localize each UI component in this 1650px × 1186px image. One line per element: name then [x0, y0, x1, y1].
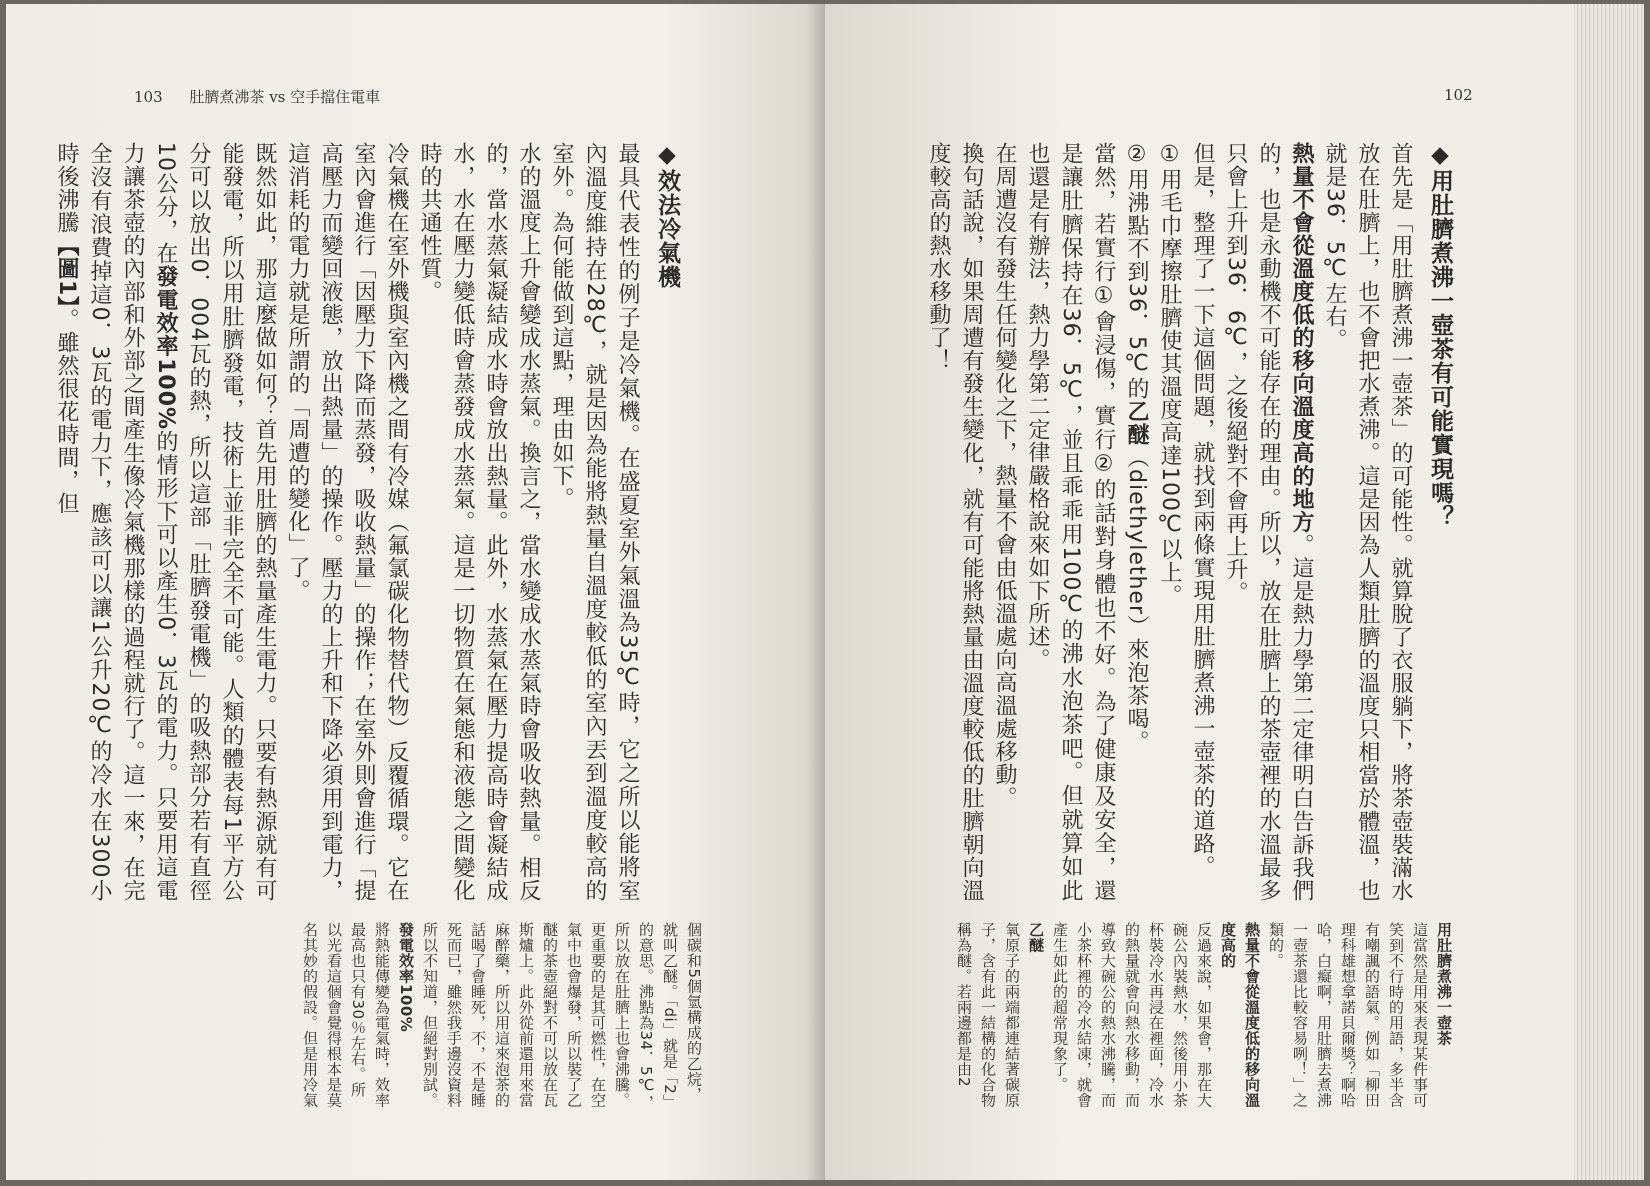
- figure-ref: 【圖1】: [54, 234, 79, 309]
- right-list-item-1: ①用毛巾摩擦肚臍使其溫度高達100℃以上。: [1157, 142, 1182, 607]
- right-paragraph-3: 但是，整理了一下這個問題，就找到兩條實現用肚臍煮沸一壺茶的道路。: [1190, 142, 1215, 878]
- right-section-heading: ◆用肚臍煮沸一壺茶有可能實現嗎？: [1427, 142, 1453, 529]
- right-paragraph-1: 首先是「用肚臍煮沸一壺茶」的可能性。就算脫了衣服躺下，將茶壺裝滿水放在肚臍上，也不會把水煮沸。這是因為人類肚臍的溫度只相當於體溫，也就是36．5℃左右。: [1322, 142, 1413, 902]
- right-main-text: [926, 142, 1456, 902]
- right-note-2-text: 反過來說，如果會，那在大碗公內裝熱水，然後用小茶杯裝冷水再浸在裡面，冷水的熱量就會向熱水移動，而導致大碗公的熱水沸騰，而小茶杯裡的冷水結凍，就會產生如此的超常現象了。: [1051, 922, 1213, 1108]
- left-note-2: [298, 922, 418, 1112]
- right-footnotes: [936, 922, 1456, 1112]
- right-paragraph-2: [1219, 142, 1318, 902]
- left-page: [6, 4, 825, 1180]
- left-paragraph-4-b: 的情形下可以產生0．3瓦的電力。只要用這電力讓茶壺的內部和外部之間產生像冷氣機那樣的過程就行了。這一來，在完全沒有浪費掉這0．3瓦的電力下，應該可以讓1公升20℃的冷水在300小時後沸騰: [54, 142, 178, 902]
- book-spread: [6, 4, 1644, 1180]
- right-note-3-text: 氧原子的兩端都連結著碳原子，含有此一結構的化合物稱為醚。若兩邊都是由2: [955, 922, 1021, 1108]
- right-list-item-2: [1120, 142, 1153, 902]
- left-section-heading: ◆效法冷氣機: [654, 142, 680, 289]
- left-note-1: 個碳和5個氫構成的乙烷，就叫乙醚。「di」就是「2」的意思。沸點為34．5℃，所以放在肚臍上也會沸騰。更重要的是其可燃性，在空氣中也會爆發，所以裝了乙醚的茶壺絕對不可以放在瓦斯爐上。此外從前還用來當麻醉藥，所以用這來泡茶的話喝了會睡死，不，不是睡死而已，雖然我手邊沒資料所以不知道，但絕對別試。: [421, 922, 703, 1111]
- right-note-2: [1048, 922, 1264, 1112]
- ether-term: 乙醚: [1124, 400, 1149, 446]
- left-running-title: 肚臍煮沸茶 vs 空手擋住電車: [189, 88, 381, 106]
- left-paragraph-4: [50, 142, 281, 902]
- left-paragraph-3: 冷氣機在室外機與室內機之間有冷媒（氟氯碳化物替代物）反覆循環。它在室內會進行「因壓力下降而蒸發，吸收熱量」的操作；在室外則會進行「提高壓力而變回液態，放出熱量」的操作。壓力的上升和下降必須用到電力，這消耗的電力就是所謂的「周遭的變化」了。: [285, 142, 409, 902]
- right-list-item-2-b: （diethylether）來泡茶喝。: [1124, 446, 1149, 753]
- left-paragraph-2: 水的溫度上升會變成水蒸氣。換言之，當水變成水蒸氣時會吸收熱量。相反的，當水蒸氣凝結成水時會放出熱量。此外，水蒸氣在壓力提高時會凝結成水，水在壓力變低時會蒸發成水蒸氣。這是一切物質在氣態和液態之間變化時的共通性質。: [417, 142, 541, 902]
- left-note-2-text: 將熱能傳變為電氣時，效率最高也只有30％左右。所以光看這個會覺得根本是莫名其妙的假設。但是用冷氣: [301, 922, 391, 1108]
- page-edge: [1574, 4, 1644, 1180]
- left-paragraph-1: 最具代表性的例子是冷氣機。在盛夏室外氣溫為35℃時，它之所以能將室內溫度維持在28℃，就是因為能將熱量自溫度較低的室內丟到溫度較高的室外。為何能做到這點，理由如下。: [549, 142, 640, 902]
- left-paragraph-4-bold: 發電效率100%: [153, 265, 178, 431]
- left-footnotes: [184, 922, 706, 1112]
- left-note-2-term: 發電效率100%: [397, 922, 415, 1033]
- right-note-1: [1264, 922, 1456, 1112]
- right-note-2-term: 熱量不會從溫度低的移向溫度高的: [1219, 922, 1261, 1108]
- right-note-3-term: 乙醚: [1027, 922, 1045, 953]
- left-paragraph-4-c: 。雖然很花時間，但: [54, 308, 79, 516]
- right-paragraph-4: 當然，若實行①會浸傷，實行②的話對身體也不好。為了健康及安全，還是讓肚臍保持在36．5℃，並且乖乖用100℃的沸水泡茶吧。但就算如此也還是有辦法，熱力學第二定律嚴格說來如下所述。: [1025, 142, 1116, 902]
- right-note-3: [952, 922, 1048, 1112]
- right-note-1-term: 用肚臍煮沸一壺茶: [1435, 922, 1453, 1046]
- right-paragraph-2-bold: 熱量不會從溫度低的移向溫度高的地方: [1289, 142, 1314, 534]
- left-main-text: [54, 142, 683, 902]
- left-running-head: [134, 86, 380, 107]
- right-list-item-2-a: ②用沸點不到36．5℃的: [1124, 142, 1149, 400]
- left-paragraph-4-a: 既然如此，那這麼做如何？首先用肚臍的熱量產生電力。只要有熱源就有可能發電，所以用肚臍發電，技術上並非完全不可能。人類的體表每1平方公分可以放出0．004瓦的熱，所以這部「肚臍發電機」的吸熱部分若有直徑10公分，在: [153, 142, 277, 902]
- right-paragraph-2-rest: 。這是熱力學第二定律明白告訴我們的，也是永動機不可能存在的理由。所以，放在肚臍上的茶壺裡的水溫最多只會上升到36．6℃，之後絕對不會再上升。: [1223, 142, 1314, 902]
- right-note-1-text: 這當然是用來表現某件事可笑到不行時的用語，多半含有嘲諷的語氣。例如「柳田理科雄想拿諾貝爾獎？啊哈哈，白癡啊，用肚臍去煮沸一壺茶還比較容易咧！」之類的。: [1267, 922, 1429, 1108]
- right-page-number: 102: [1444, 86, 1473, 104]
- right-paragraph-5: 在周遭沒有發生任何變化之下，熱量不會由低溫處向高溫處移動。: [992, 142, 1017, 809]
- right-paragraph-6: 換句話說，如果周遭有發生變化，就有可能將熱量由溫度較低的肚臍朝向溫度較高的熱水移動了！: [926, 142, 984, 902]
- left-page-number: 103: [134, 88, 163, 106]
